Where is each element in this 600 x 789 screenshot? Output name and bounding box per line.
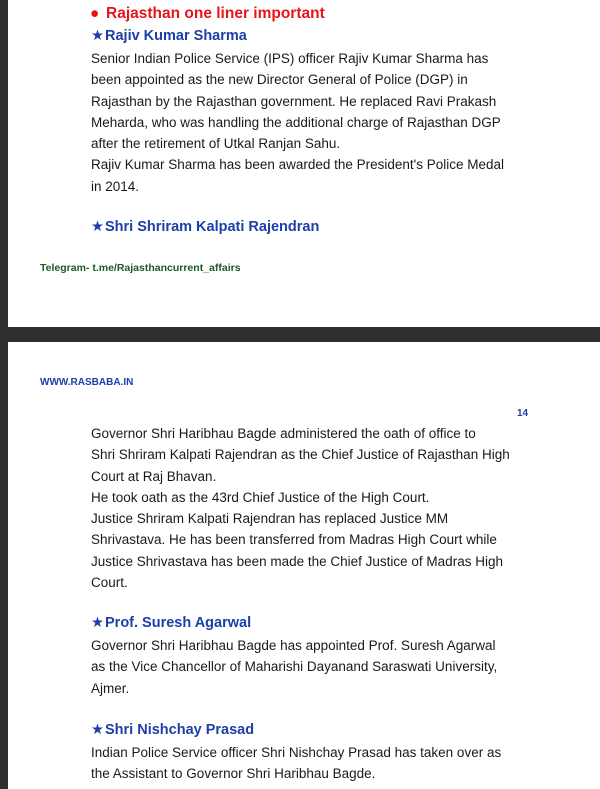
star-icon: ★ <box>91 722 104 738</box>
heading-text: Shri Nishchay Prasad <box>105 722 255 738</box>
heading-text: Rajiv Kumar Sharma <box>105 28 247 44</box>
heading-text: Prof. Suresh Agarwal <box>105 615 252 631</box>
paragraph-line: Rajiv Kumar Sharma has been awarded the President's Police Medal <box>91 157 505 173</box>
heading-suresh-agarwal <box>91 615 251 631</box>
paragraph-line: as the Vice Chancellor of Maharishi Dayanand Saraswati University, <box>91 659 498 675</box>
paragraph-line: Shrivastava. He has been transferred from Madras High Court while <box>91 532 497 548</box>
paragraph-line: been appointed as the new Director General of Police (DGP) in <box>91 72 468 88</box>
heading-nishchay-prasad <box>91 722 254 738</box>
heading-text: Shri Shriram Kalpati Rajendran <box>105 219 320 235</box>
heading-shriram-kalpati-rajendran <box>91 219 319 235</box>
paragraph-line: Meharda, who was handling the additional charge of Rajasthan DGP <box>91 114 501 130</box>
paragraph-line: Shri Shriram Kalpati Rajendran as the Chief Justice of Rajasthan High <box>91 447 510 463</box>
site-url[interactable]: WWW.RASBABA.IN <box>40 377 134 388</box>
paragraph-line: Court. <box>91 575 128 591</box>
paragraph-line: Court at Raj Bhavan. <box>91 468 217 484</box>
paragraph-line: Governor Shri Haribhau Bagde has appointed Prof. Suresh Agarwal <box>91 638 496 653</box>
paragraph-line: Rajasthan by the Rajasthan government. He replaced Ravi Prakash <box>91 93 497 109</box>
paragraph-line: after the retirement of Utkal Ranjan Sahu. <box>91 136 341 152</box>
paragraph-line: Justice Shriram Kalpati Rajendran has replaced Justice MM <box>91 511 449 527</box>
document-page-1 <box>8 0 600 327</box>
star-icon: ★ <box>91 615 104 631</box>
bullet-icon: ● <box>90 5 100 22</box>
paragraph-suresh-agarwal <box>91 635 561 699</box>
paragraph-line: Senior Indian Police Service (IPS) officer Rajiv Kumar Sharma has <box>91 51 489 66</box>
document-page-2 <box>8 342 600 789</box>
star-icon: ★ <box>91 28 104 44</box>
paragraph-line: He took oath as the 43rd Chief Justice of the High Court. <box>91 489 430 505</box>
paragraph-line: the Assistant to Governor Shri Haribhau Bagde. <box>91 766 376 782</box>
paragraph-line: in 2014. <box>91 178 140 194</box>
page-number: 14 <box>517 408 529 419</box>
paragraph-line: Ajmer. <box>91 680 130 696</box>
paragraph-nishchay-prasad <box>91 742 561 785</box>
paragraph-line: Justice Shrivastava has been made the Chief Justice of Madras High <box>91 553 503 569</box>
paragraph-rajiv-kumar-sharma <box>91 48 561 197</box>
paragraph-shriram-kalpati-rajendran <box>91 423 561 593</box>
paragraph-line: Governor Shri Haribhau Bagde administered the oath of office to <box>91 426 476 441</box>
paragraph-line: Indian Police Service officer Shri Nishchay Prasad has taken over as <box>91 745 502 760</box>
heading-rajiv-kumar-sharma <box>91 28 247 44</box>
telegram-link[interactable]: Telegram- t.me/Rajasthancurrent_affairs <box>40 262 241 274</box>
star-icon: ★ <box>91 219 104 235</box>
section-title <box>90 5 325 23</box>
section-title-text: Rajasthan one liner important <box>106 5 325 22</box>
